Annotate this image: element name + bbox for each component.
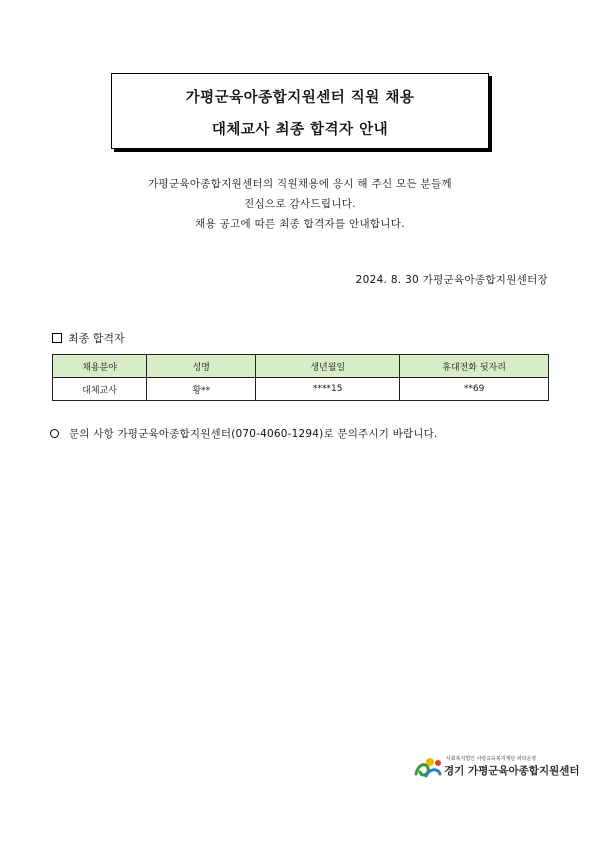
table-row [53,378,549,401]
title-box [111,73,489,149]
title-line-1: 가평군육아종합지원센터 직원 채용 [185,90,415,106]
section-heading [52,330,125,346]
results-table [52,354,549,401]
contact-notice-text: 문의 사항 가평군육아종합지원센터(070-4060-1294)로 문의주시기 바랍니다. [69,428,438,440]
column-header: 생년월일 [256,355,400,378]
table-cell: ****15 [256,378,400,401]
center-logo-icon [412,754,444,782]
intro-line-1: 가평군육아종합지원센터의 직원채용에 응시 해 주신 모든 분들께 [148,178,452,190]
contact-notice [50,426,438,441]
table-cell: 대체교사 [53,378,147,401]
table-cell: **69 [400,378,549,401]
table-cell: 황** [147,378,256,401]
intro-line-3: 채용 공고에 따른 최종 합격자를 안내합니다. [195,218,405,230]
logo-name: 경기 가평군육아종합지원센터 [444,765,580,777]
column-header: 성명 [147,355,256,378]
date-signature: 2024. 8. 30 가평군육아종합지원센터장 [355,274,548,286]
column-header: 채용분야 [53,355,147,378]
title-line-2: 대체교사 최종 합격자 안내 [211,122,389,138]
checkbox-icon [52,333,62,343]
column-header: 휴대전화 뒷자리 [400,355,549,378]
center-logo [412,752,582,782]
intro-line-2: 진심으로 감사드립니다. [244,198,356,210]
logo-subtitle: 사회복지법인 사랑교육복지재단 위탁운영 [446,756,537,762]
section-heading-label: 최종 합격자 [68,332,125,345]
circle-bullet-icon [50,429,59,438]
table-header-row [53,355,549,378]
